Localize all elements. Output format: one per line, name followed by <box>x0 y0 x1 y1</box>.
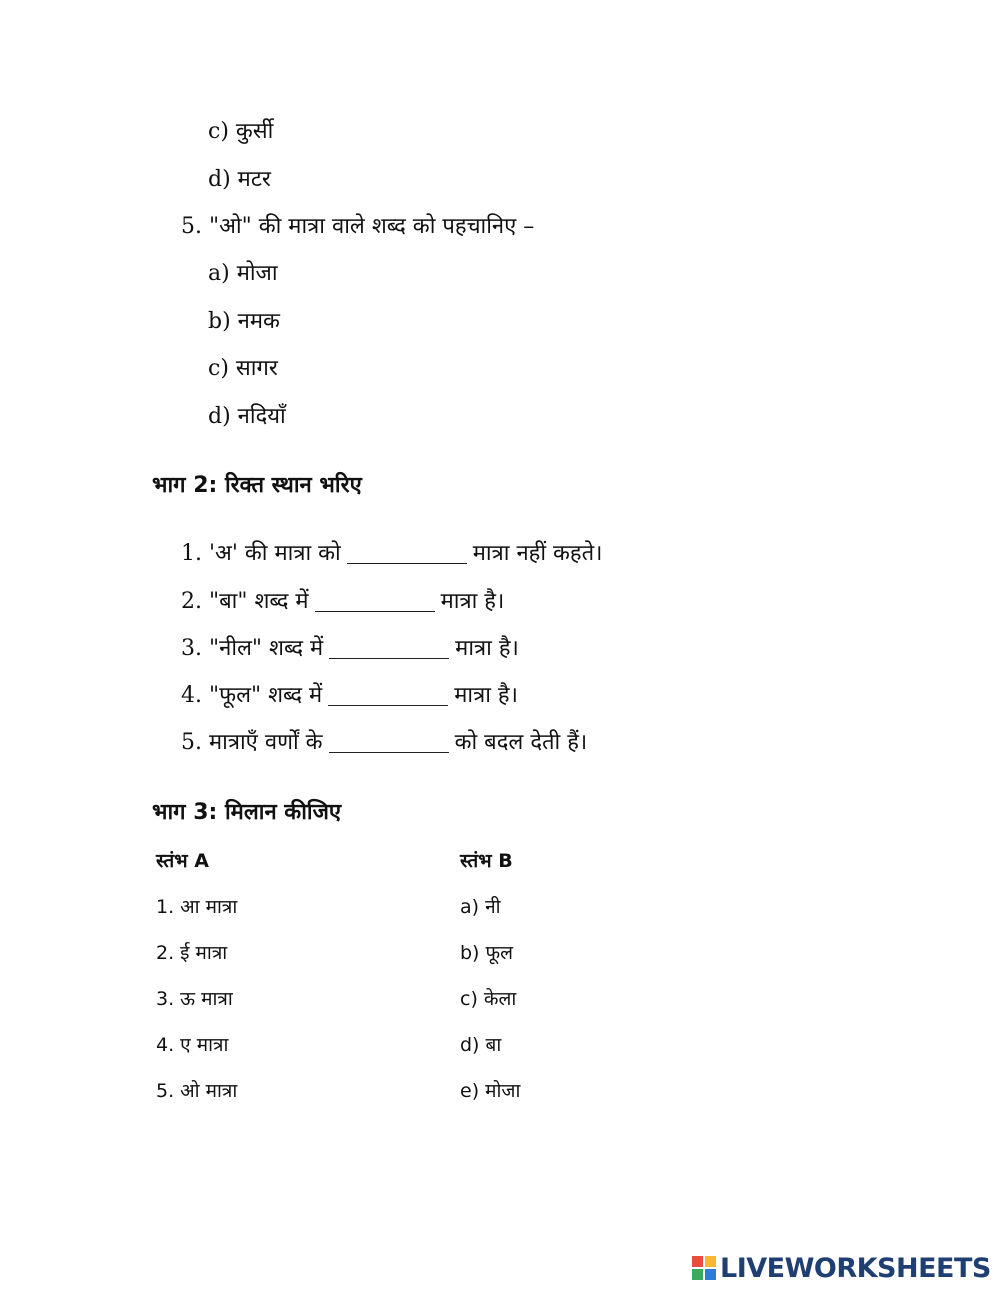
fill-item-1-after: मात्रा नहीं कहते। <box>472 541 603 566</box>
fill-blank-4[interactable] <box>328 685 448 706</box>
logo-block <box>692 1256 703 1267</box>
prev-option-c: c) कुर्सी <box>208 119 274 144</box>
fill-item-3 <box>181 635 519 663</box>
column-a-item[interactable]: 2. ई मात्रा <box>156 942 228 964</box>
column-a-header: स्तंभ A <box>156 850 209 872</box>
fill-item-4 <box>181 682 518 710</box>
fill-item-3-after: मात्रा है। <box>455 636 519 661</box>
fill-item-4-before: 4. "फूल" शब्द में <box>181 683 323 708</box>
fill-item-2-after: मात्रा है। <box>440 589 505 614</box>
q5-option-c[interactable]: c) सागर <box>208 356 278 381</box>
part2-heading: भाग 2: रिक्त स्थान भरिए <box>152 473 362 498</box>
part3-heading: भाग 3: मिलान कीजिए <box>152 800 342 825</box>
column-a-item[interactable]: 4. ए मात्रा <box>156 1034 229 1056</box>
fill-item-2 <box>181 588 504 616</box>
fill-item-5 <box>181 729 587 757</box>
fill-item-5-before: 5. मात्राएँ वर्णों के <box>181 730 323 755</box>
column-b-item[interactable]: c) केला <box>460 988 517 1010</box>
fill-blank-2[interactable] <box>315 591 435 612</box>
column-b-item[interactable]: d) बा <box>460 1034 502 1056</box>
column-b-item[interactable]: e) मोजा <box>460 1080 521 1102</box>
fill-blank-1[interactable] <box>347 543 467 564</box>
q5-option-a[interactable]: a) मोजा <box>208 261 278 286</box>
fill-item-4-after: मात्रा है। <box>454 683 518 708</box>
liveworksheets-logo <box>692 1252 991 1284</box>
fill-item-2-before: 2. "बा" शब्द में <box>181 589 309 614</box>
column-b-item[interactable]: b) फूल <box>460 942 514 964</box>
logo-blocks-icon <box>692 1256 716 1280</box>
column-a-item[interactable]: 5. ओ मात्रा <box>156 1080 238 1102</box>
column-b-header: स्तंभ B <box>460 850 513 872</box>
q5-option-d[interactable]: d) नदियाँ <box>208 404 286 429</box>
logo-block <box>692 1269 703 1280</box>
fill-item-3-before: 3. "नील" शब्द में <box>181 636 324 661</box>
fill-blank-3[interactable] <box>329 638 449 659</box>
fill-item-5-after: को बदल देती हैं। <box>454 730 588 755</box>
fill-item-1 <box>181 540 603 568</box>
q5-option-b[interactable]: b) नमक <box>208 309 280 334</box>
prev-option-d: d) मटर <box>208 167 271 192</box>
column-a-item[interactable]: 3. ऊ मात्रा <box>156 988 233 1010</box>
logo-block <box>705 1269 716 1280</box>
fill-blank-5[interactable] <box>329 732 449 753</box>
brand-name: LIVEWORKSHEETS <box>720 1252 991 1284</box>
column-b-item[interactable]: a) नी <box>460 896 501 918</box>
fill-item-1-before: 1. 'अ' की मात्रा को <box>181 541 341 566</box>
column-a-item[interactable]: 1. आ मात्रा <box>156 896 238 918</box>
logo-block <box>705 1256 716 1267</box>
question-5-text: 5. "ओ" की मात्रा वाले शब्द को पहचानिए – <box>181 214 535 239</box>
